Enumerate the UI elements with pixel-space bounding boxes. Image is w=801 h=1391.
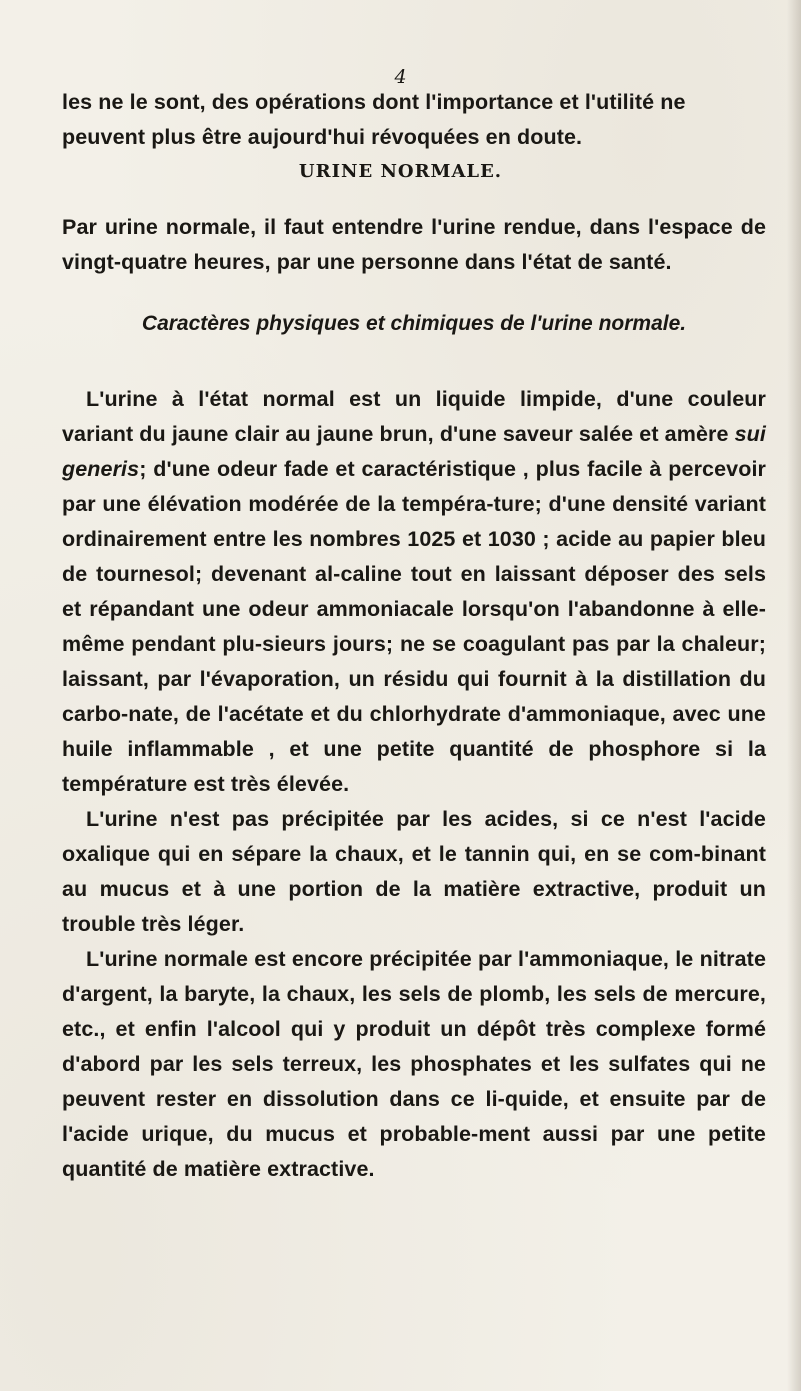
paragraph-1-start: L'urine à l'état normal est un liquide limpide, d'une couleur variant du jaune clair au jaune brun, d'une saveur salée et amère — [62, 387, 766, 446]
body-text — [62, 382, 766, 1187]
paragraph-1-end: ; d'une odeur fade et caractéristique , plus facile à percevoir par une élévation modérée de la tempéra-ture; d'une densité variant ordinairement entre les nombres 1025 et 1030 ; acide au papier bleu de tournesol; devenant al-caline tout en laissant déposer des sels et répandant une odeur ammoniacale lorsqu'on l'abandonne à elle-même pendant plu-sieurs jours; ne se coagulant pas par la chaleur; laissant, par l'évaporation, un résidu qui fournit à la distillation du carbo-nate, de l'acétate et du chlorhydrate d'ammoniaque, avec une huile inflammable , et une petite quantité de phosphore si la température est très élevée. — [62, 457, 766, 796]
paragraph-1-italic: sui generis — [62, 422, 766, 481]
opening-paragraph: les ne le sont, des opérations dont l'importance et l'utilité ne peuvent plus être aujourd'hui révoquées en doute. — [62, 90, 686, 149]
paragraph-2: L'urine n'est pas précipitée par les acides, si ce n'est l'acide oxalique qui en sépare la chaux, et le tannin qui, en se com-binant au mucus et à une portion de la matière extractive, produit un trouble très léger. — [62, 807, 766, 936]
page-edge-shadow — [787, 0, 801, 1391]
definition-paragraph: Par urine normale, il faut entendre l'urine rendue, dans l'espace de vingt-quatre heures, par une personne dans l'état de santé. — [62, 215, 766, 274]
section-title: URINE NORMALE. — [298, 161, 503, 182]
paragraph-3: L'urine normale est encore précipitée par l'ammoniaque, le nitrate d'argent, la baryte, la chaux, les sels de plomb, les sels de mercure, etc., et enfin l'alcool qui y produit un dépôt très complexe formé d'abord par les sels terreux, les phosphates et les sulfates qui ne peuvent rester en dissolution dans ce li-quide, et ensuite par de l'acide urique, du mucus et probable-ment aussi par une petite quantité de matière extractive. — [62, 947, 766, 1181]
subtitle-heading: Caractères physiques et chimiques de l'urine normale. — [141, 312, 687, 335]
page-number: 4 — [394, 66, 407, 88]
paragraph-1 — [62, 382, 766, 802]
